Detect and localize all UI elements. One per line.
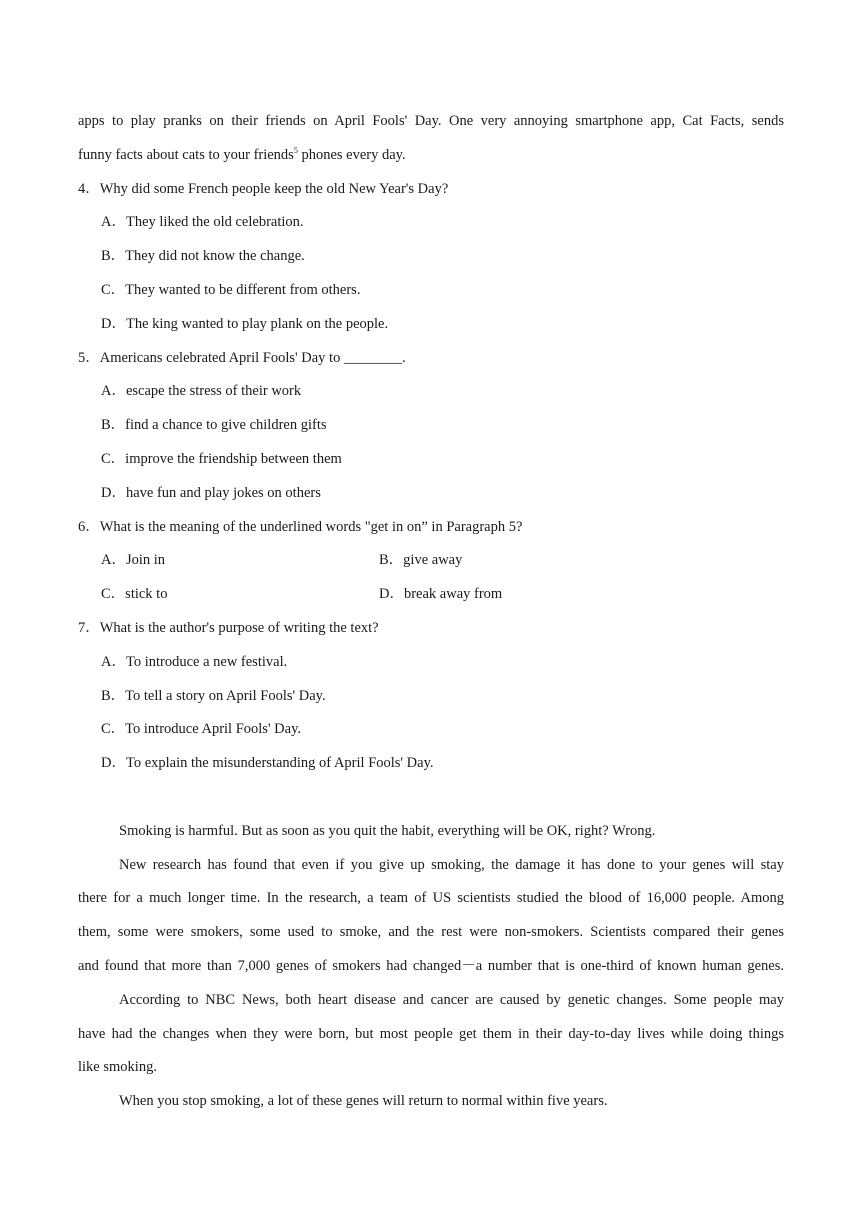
question-4-option-d[interactable]: D．The king wanted to play plank on the people.	[101, 315, 389, 332]
passage-paragraph-4: When you stop smoking, a lot of these genes will return to normal within five years.	[119, 1093, 608, 1110]
passage-paragraph-2-line-1: New research has found that even if you give up smoking, the damage it has done to your genes will stay	[119, 856, 784, 873]
section-spacer	[78, 781, 784, 815]
document-page	[78, 105, 784, 1119]
passage-paragraph-3-line-2: have had the changes when they were born, but most people get them in their day-to-day lives while doing things	[78, 1025, 784, 1042]
question-6-options-row-1	[78, 544, 784, 578]
question-4-stem: 4．Why did some French people keep the old New Year's Day?	[78, 180, 449, 197]
question-7-option-c[interactable]: C．To introduce April Fools' Day.	[101, 721, 302, 738]
intro-line-1: apps to play pranks on their friends on April Fools' Day. One very annoying smartphone app, Cat Facts, sends	[78, 113, 784, 129]
question-4-option-c[interactable]: C．They wanted to be different from others.	[101, 281, 361, 298]
question-5-option-a[interactable]: A．escape the stress of their work	[101, 383, 302, 400]
question-4-option-a[interactable]: A．They liked the old celebration.	[101, 214, 304, 231]
intro-line-2-text: funny facts about cats to your friends	[78, 146, 294, 163]
question-5-option-d[interactable]: D．have fun and play jokes on others	[101, 484, 321, 501]
question-4-option-b[interactable]: B．They did not know the change.	[101, 248, 305, 265]
question-7-stem: 7．What is the author's purpose of writing the text?	[78, 619, 379, 636]
passage-paragraph-2-line-4: and found that more than 7,000 genes of smokers had changed－a number that is one-third of known human genes.	[78, 957, 784, 974]
passage-paragraph-3-line-3: like smoking.	[78, 1059, 157, 1076]
question-5-option-c[interactable]: C．improve the friendship between them	[101, 450, 342, 467]
question-6-option-b[interactable]: B．give away	[379, 552, 463, 569]
passage-paragraph-3-line-1: According to NBC News, both heart disease and cancer are caused by genetic changes. Some people may	[119, 991, 784, 1008]
question-6-option-c[interactable]: C．stick to	[101, 586, 168, 603]
question-6-option-a[interactable]: A．Join in	[101, 552, 166, 569]
passage-paragraph-2-line-3: them, some were smokers, some used to smoke, and the rest were non-smokers. Scientists compared their genes	[78, 924, 784, 941]
footnote-mark: 5	[293, 145, 298, 155]
passage-paragraph-1: Smoking is harmful. But as soon as you quit the habit, everything will be OK, right? Wrong.	[119, 822, 656, 839]
passage-paragraph-2-line-2: there for a much longer time. In the research, a team of US scientists studied the blood of 16,000 people. Among	[78, 890, 784, 907]
question-7-option-a[interactable]: A．To introduce a new festival.	[101, 653, 288, 670]
question-6-options-row-2	[78, 578, 784, 612]
intro-line-2-tail: phones every day.	[297, 146, 406, 163]
question-5-option-b[interactable]: B．find a chance to give children gifts	[101, 417, 327, 434]
question-5-stem: 5．Americans celebrated April Fools' Day to ________.	[78, 349, 406, 366]
question-6-stem: 6．What is the meaning of the underlined words "get in on” in Paragraph 5?	[78, 518, 523, 535]
question-7-option-b[interactable]: B．To tell a story on April Fools' Day.	[101, 687, 326, 704]
question-6-option-d[interactable]: D．break away from	[379, 586, 503, 603]
question-7-option-d[interactable]: D．To explain the misunderstanding of April Fools' Day.	[101, 755, 434, 772]
intro-line-2	[78, 139, 784, 173]
